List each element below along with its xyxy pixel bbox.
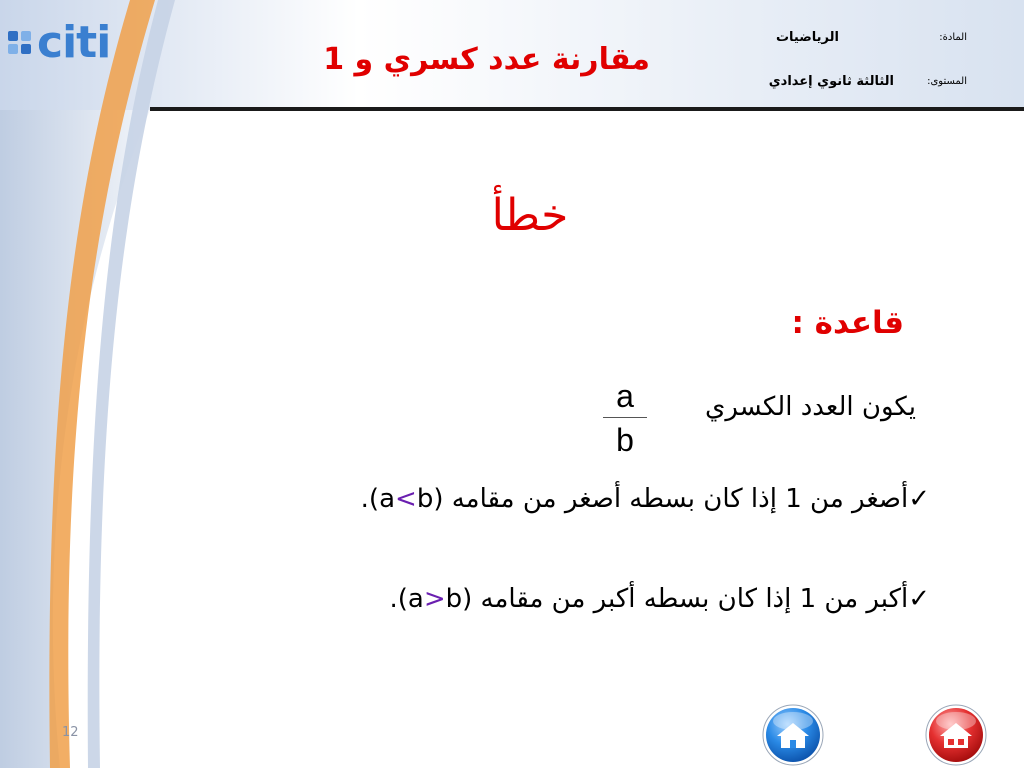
condition-2-end: ).	[389, 584, 408, 614]
fraction-numerator: a	[616, 378, 634, 414]
subject-label: المادة:	[939, 32, 967, 43]
fraction-bar	[603, 417, 647, 418]
rule-intro: يكون العدد الكسري	[705, 392, 916, 422]
subject-value: الرياضيات	[775, 30, 839, 45]
answer-false: خطأ	[491, 190, 569, 241]
page-number: 12	[62, 725, 79, 740]
citi-logo	[8, 18, 110, 66]
slide-title: مقارنة عدد كسري و 1	[323, 42, 650, 77]
condition-1-end: ).	[360, 484, 380, 514]
condition-less-than-one	[361, 484, 930, 514]
rule-heading: قاعدة :	[791, 305, 904, 341]
logo-text: citi	[37, 16, 111, 68]
exit-house-icon	[924, 703, 988, 767]
header-divider	[150, 107, 1024, 111]
exit-button[interactable]	[924, 703, 988, 767]
condition-2-b: b	[445, 584, 463, 614]
logo-mark-icon	[8, 31, 31, 54]
greater-than-operator: >	[423, 584, 446, 614]
condition-greater-than-one	[389, 584, 930, 614]
fraction-a-over-b	[603, 378, 647, 459]
condition-1-a: a	[379, 484, 396, 514]
condition-2-expr	[408, 584, 462, 614]
level-value: الثالثة ثانوي إعدادي	[768, 74, 894, 89]
condition-1-expr	[379, 484, 433, 514]
condition-2-a: a	[407, 584, 424, 614]
condition-2-text: ✓أكبر من 1 إذا كان بسطه أكبر من مقامه (	[462, 584, 930, 614]
level-label: المستوى:	[927, 76, 967, 87]
home-icon	[761, 703, 825, 767]
less-than-operator: <	[395, 484, 417, 514]
condition-1-b: b	[416, 484, 434, 514]
condition-1-text: ✓أصغر من 1 إذا كان بسطه أصغر من مقامه (	[433, 484, 930, 514]
home-button[interactable]	[761, 703, 825, 767]
fraction-denominator: b	[616, 422, 634, 458]
